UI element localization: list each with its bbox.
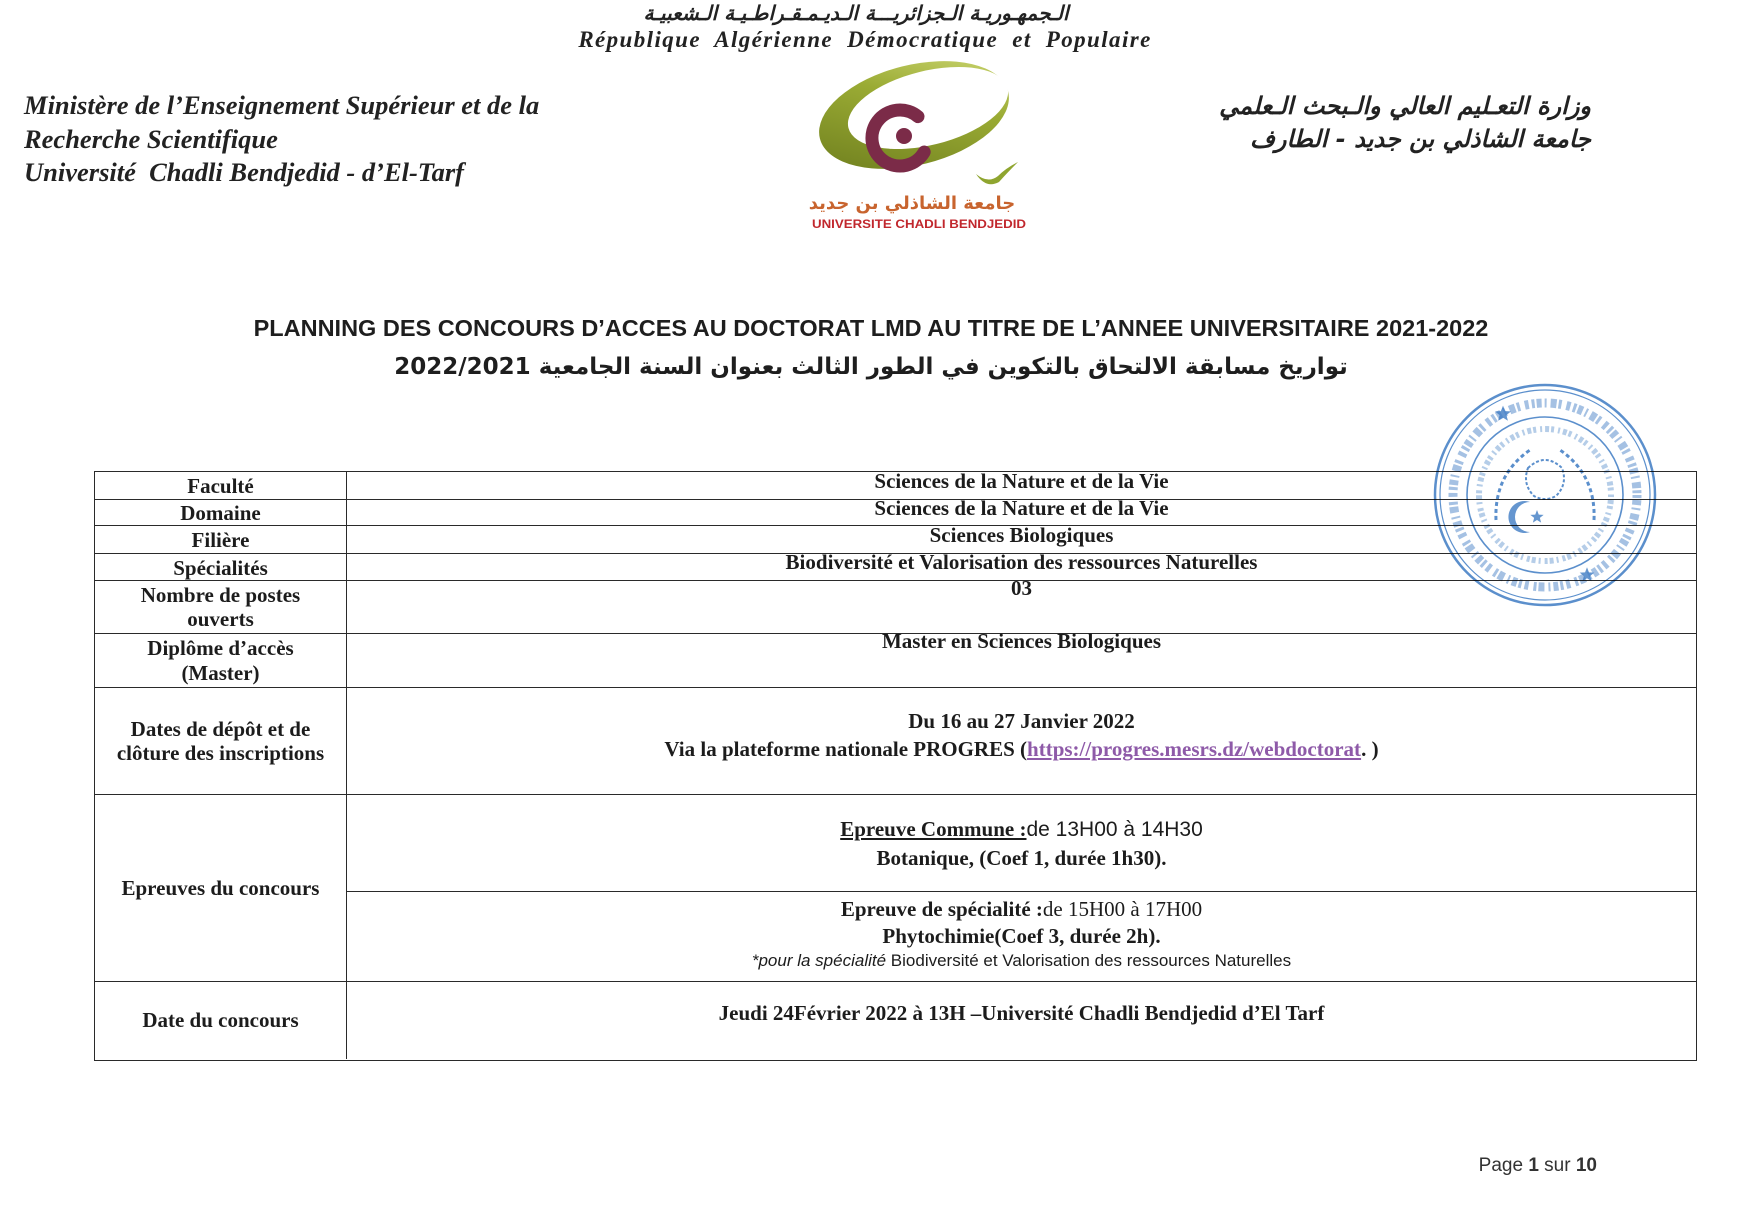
ministry-block-french (24, 89, 539, 190)
row-value (347, 795, 1696, 981)
republic-name-french: République Algérienne Démocratique et Populaire (578, 27, 1152, 52)
note-prefix: *pour la spécialité (751, 951, 887, 970)
platform-suffix: . ) (1361, 737, 1379, 761)
row-value: Master en Sciences Biologiques (881, 629, 1161, 653)
page-separator: sur (1544, 1155, 1571, 1176)
row-label-text: Diplôme d’accès (147, 636, 294, 660)
logo-name-arabic: جامعة الشاذلي بن جديد (808, 193, 1016, 214)
row-label-text: Nombre de postes (140, 582, 301, 607)
row-value: Biodiversité et Valorisation des ressources Naturelles (785, 550, 1258, 574)
exam-common (347, 795, 1696, 891)
exam-specialty-header (347, 896, 1696, 923)
row-label-text: ouverts (187, 607, 254, 631)
note-text: Biodiversité et Valorisation des ressources Naturelles (890, 951, 1292, 970)
row-label (95, 472, 347, 499)
page-title-arabic: تواريخ مسابقة الالتحاق بالتكوين في الطور الثالث بعنوان السنة الجامعية 2022/2021 (394, 354, 1348, 380)
exam-common-title: Epreuve Commune : (840, 817, 1027, 841)
page-title: PLANNING DES CONCOURS D’ACCES AU DOCTORAT LMD AU TITRE DE L’ANNEE UNIVERSITAIRE 2021-2022 (253, 315, 1489, 341)
row-label (95, 634, 347, 687)
row-value: Sciences de la Nature et de la Vie (874, 495, 1169, 520)
stamp-hand-shape (1526, 460, 1564, 499)
page-current: 1 (1528, 1155, 1539, 1176)
row-label (95, 526, 347, 553)
official-stamp (1430, 380, 1660, 610)
table-row-diplome (95, 629, 1696, 687)
row-label-text: Domaine (180, 501, 261, 526)
row-value (347, 688, 1696, 794)
stamp-wreath-right (1560, 450, 1594, 520)
row-label-text: Filière (191, 528, 250, 553)
logo-maroon-dot (896, 128, 912, 144)
stamp-star-icon (1530, 510, 1543, 523)
university-logo (808, 58, 1038, 238)
table-row-epreuves (95, 794, 1696, 981)
logo-bird (976, 162, 1018, 184)
ministry-line-arabic: وزارة التعـليم العالي والـبحث الـعلمي (1219, 92, 1591, 120)
row-value: Sciences de la Nature et de la Vie (874, 468, 1169, 493)
progres-link[interactable]: https://progres.mesrs.dz/webdoctorat (1027, 737, 1362, 761)
row-label (95, 795, 347, 981)
row-value: Jeudi 24Février 2022 à 13H –Université Chadli Bendjedid d’El Tarf (718, 1001, 1325, 1025)
logo-name-french: UNIVERSITE CHADLI BENDJEDID (812, 217, 1027, 231)
row-label-text: Epreuves du concours (121, 875, 320, 900)
republic-name-arabic: الـجمهـوريـة الـجزائريـــة الـديـمـقـراطـيـة الـشعبيـة (643, 1, 1069, 25)
exam-specialty-title: Epreuve de spécialité : (840, 897, 1043, 921)
row-value: 03 (1011, 576, 1032, 600)
row-label-text: clôture des inscriptions (116, 741, 325, 765)
row-label (95, 581, 347, 633)
row-label-text: (Master) (181, 660, 260, 685)
exam-common-subject: Botanique, (Coef 1, durée 1h30). (876, 846, 1167, 870)
page-label: Page (1478, 1155, 1524, 1176)
row-label (95, 554, 347, 580)
row-label-text: Spécialités (173, 555, 268, 580)
exam-specialty-note (347, 950, 1696, 972)
stamp-outer-ring-inner (1440, 390, 1650, 600)
exam-common-time: de 13H00 à 14H30 (1026, 818, 1203, 841)
ministry-line: Ministère de l’Enseignement Supérieur et de la (24, 90, 540, 120)
row-label-text: Dates de dépôt et de (130, 716, 311, 741)
stamp-star-icon (1495, 406, 1511, 421)
row-label-text: Date du concours (142, 1008, 299, 1033)
table-row-date-concours (95, 981, 1696, 1059)
exam-specialty-time: de 15H00 à 17H00 (1042, 897, 1203, 921)
page-total: 10 (1575, 1155, 1597, 1176)
registration-platform (347, 735, 1696, 763)
table-row-inscriptions (95, 687, 1696, 794)
exam-specialty-subject: Phytochimie(Coef 3, durée 2h). (882, 924, 1161, 948)
row-label (95, 500, 347, 525)
row-label-text: Faculté (187, 474, 254, 499)
stamp-inner-lettering (1479, 429, 1611, 561)
row-value: Sciences Biologiques (929, 522, 1114, 547)
university-line-arabic: جامعة الشاذلي بن جديد - الطارف (1249, 125, 1591, 153)
ministry-block-arabic (1219, 90, 1591, 156)
stamp-outer-ring (1435, 385, 1655, 605)
university-line: Université Chadli Bendjedid - d’El-Tarf (24, 157, 464, 187)
exam-common-header (347, 815, 1696, 844)
row-label (95, 982, 347, 1059)
platform-prefix: Via la plateforme nationale PROGRES ( (664, 737, 1028, 761)
page-number (1479, 1154, 1597, 1178)
stamp-inner-ring (1467, 417, 1623, 573)
stamp-crescent-icon (1508, 501, 1530, 533)
ministry-line: Recherche Scientifique (24, 123, 278, 154)
row-label (95, 688, 347, 794)
exam-specialty (347, 891, 1696, 981)
registration-dates: Du 16 au 27 Janvier 2022 (908, 709, 1135, 733)
